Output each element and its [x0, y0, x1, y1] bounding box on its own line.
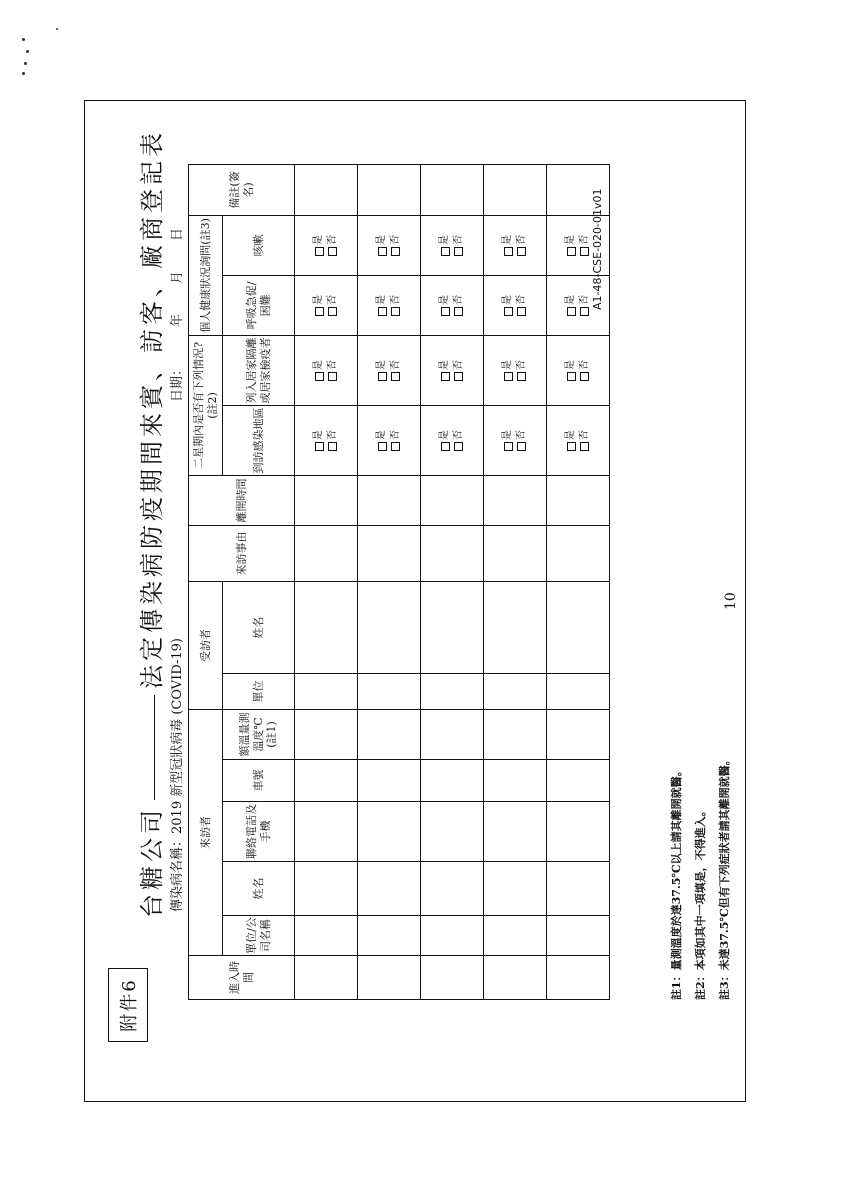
checkbox-label: 是	[376, 234, 387, 245]
entry-cell[interactable]	[421, 164, 484, 215]
checkbox-label: 是	[439, 294, 450, 305]
checkbox-label: 否	[452, 429, 464, 440]
entry-cell[interactable]	[421, 525, 484, 581]
entry-cell[interactable]	[547, 916, 610, 956]
checkbox-label: 是	[313, 294, 324, 305]
checkbox-no[interactable]	[327, 295, 340, 316]
yes-no-checkboxes	[313, 407, 339, 474]
entry-cell[interactable]	[484, 709, 547, 759]
checkbox-label: 是	[565, 429, 576, 440]
checkbox-no[interactable]	[453, 430, 466, 451]
entry-cell[interactable]	[547, 673, 610, 709]
yes-no-checkboxes	[439, 217, 465, 274]
yes-no-checkboxes	[376, 337, 402, 404]
disease-name: 傳染病名稱：2019 新型冠狀病毒 (COVID-19)	[170, 638, 185, 912]
checkbox-label: 否	[326, 429, 338, 440]
header-host-unit: 單位	[223, 673, 295, 709]
yes-no-checkboxes	[565, 337, 591, 404]
entry-cell[interactable]	[295, 581, 358, 673]
yes-no-checkboxes	[502, 337, 528, 404]
checkbox-yes[interactable]	[502, 295, 515, 316]
yes-no-checkboxes	[376, 217, 402, 274]
entry-cell[interactable]	[358, 673, 421, 709]
checkbox-square-icon[interactable]	[315, 247, 324, 256]
checkbox-square-icon[interactable]	[441, 442, 450, 451]
header-exposure-area: 到訪感染地區	[223, 405, 295, 475]
checkbox-square-icon[interactable]	[580, 442, 589, 451]
document-code: A1-48-CSE-020-01v01	[591, 188, 604, 310]
checkbox-square-icon[interactable]	[454, 247, 463, 256]
checkbox-yes[interactable]	[565, 430, 578, 451]
yes-no-cell[interactable]	[295, 215, 358, 275]
entry-cell[interactable]	[358, 709, 421, 759]
yes-no-checkboxes	[502, 407, 528, 474]
form-title	[132, 129, 167, 918]
checkbox-square-icon[interactable]	[328, 372, 337, 381]
checkbox-yes[interactable]	[439, 430, 452, 451]
entry-cell[interactable]	[295, 709, 358, 759]
checkbox-square-icon[interactable]	[504, 307, 513, 316]
checkbox-no[interactable]	[516, 430, 529, 451]
checkbox-label: 是	[313, 234, 324, 245]
header-visitor-phone: 聯絡電話及手機	[223, 802, 295, 862]
checkbox-square-icon[interactable]	[517, 247, 526, 256]
checkbox-square-icon[interactable]	[517, 442, 526, 451]
checkbox-no[interactable]	[579, 430, 592, 451]
yes-no-cell[interactable]	[295, 405, 358, 475]
entry-cell[interactable]	[484, 760, 547, 802]
registration-table	[188, 164, 610, 1000]
table-row	[484, 164, 547, 999]
scan-speck	[22, 72, 25, 75]
footnote-2: 註2：本項如其中一項填是，不得進入。	[694, 805, 707, 1000]
yes-no-cell[interactable]	[421, 405, 484, 475]
entry-cell[interactable]	[547, 862, 610, 916]
header-health-group: 個人健康狀況詢問(註3)	[189, 215, 223, 335]
checkbox-yes[interactable]	[502, 235, 515, 256]
entry-cell[interactable]	[421, 862, 484, 916]
yes-no-checkboxes	[439, 337, 465, 404]
yes-no-checkboxes	[439, 407, 465, 474]
entry-cell[interactable]	[547, 581, 610, 673]
entry-cell[interactable]	[421, 673, 484, 709]
entry-cell[interactable]	[358, 581, 421, 673]
yes-no-checkboxes	[502, 277, 528, 334]
entry-cell[interactable]	[484, 164, 547, 215]
yes-no-cell[interactable]	[358, 275, 421, 335]
entry-cell[interactable]	[484, 802, 547, 862]
entry-cell[interactable]	[484, 581, 547, 673]
entry-cell[interactable]	[295, 475, 358, 525]
checkbox-square-icon[interactable]	[504, 247, 513, 256]
checkbox-no[interactable]	[327, 235, 340, 256]
entry-cell[interactable]	[358, 475, 421, 525]
entry-cell[interactable]	[484, 956, 547, 1000]
entry-cell[interactable]	[484, 673, 547, 709]
checkbox-square-icon[interactable]	[378, 247, 387, 256]
entry-cell[interactable]	[358, 525, 421, 581]
checkbox-label: 否	[515, 429, 527, 440]
checkbox-yes[interactable]	[313, 430, 326, 451]
checkbox-label: 否	[578, 294, 590, 305]
yes-no-cell[interactable]	[484, 215, 547, 275]
entry-cell[interactable]	[295, 164, 358, 215]
yes-no-checkboxes	[565, 217, 591, 274]
checkbox-label: 是	[565, 294, 576, 305]
checkbox-no[interactable]	[579, 360, 592, 381]
entry-cell[interactable]	[295, 673, 358, 709]
checkbox-square-icon[interactable]	[567, 442, 576, 451]
entry-cell[interactable]	[295, 862, 358, 916]
checkbox-no[interactable]	[453, 360, 466, 381]
entry-cell[interactable]	[421, 709, 484, 759]
date-label: 日期：	[170, 362, 185, 402]
checkbox-label: 是	[439, 234, 450, 245]
checkbox-label: 是	[376, 429, 387, 440]
entry-cell[interactable]	[421, 760, 484, 802]
checkbox-label: 否	[452, 359, 464, 370]
yes-no-cell[interactable]	[421, 275, 484, 335]
checkbox-square-icon[interactable]	[580, 372, 589, 381]
checkbox-square-icon[interactable]	[315, 307, 324, 316]
checkbox-no[interactable]	[516, 295, 529, 316]
checkbox-yes[interactable]	[376, 235, 389, 256]
checkbox-square-icon[interactable]	[315, 372, 324, 381]
scan-speck	[24, 62, 27, 65]
entry-cell[interactable]	[484, 862, 547, 916]
checkbox-square-icon[interactable]	[517, 307, 526, 316]
entry-cell[interactable]	[421, 581, 484, 673]
checkbox-square-icon[interactable]	[391, 247, 400, 256]
checkbox-square-icon[interactable]	[391, 442, 400, 451]
entry-cell[interactable]	[547, 525, 610, 581]
yes-no-checkboxes	[565, 407, 591, 474]
table-row	[421, 164, 484, 999]
entry-cell[interactable]	[421, 802, 484, 862]
yes-no-checkboxes	[502, 217, 528, 274]
checkbox-yes[interactable]	[565, 235, 578, 256]
date-field	[166, 228, 185, 402]
checkbox-label: 否	[578, 429, 590, 440]
yes-no-cell[interactable]	[421, 335, 484, 405]
yes-no-cell[interactable]	[358, 215, 421, 275]
checkbox-square-icon[interactable]	[391, 307, 400, 316]
page-number: 10	[723, 592, 739, 610]
entry-cell[interactable]	[295, 956, 358, 1000]
checkbox-yes[interactable]	[376, 430, 389, 451]
yes-no-cell[interactable]	[547, 335, 610, 405]
checkbox-label: 否	[389, 294, 401, 305]
entry-cell[interactable]	[358, 956, 421, 1000]
checkbox-yes[interactable]	[502, 430, 515, 451]
checkbox-label: 是	[376, 359, 387, 370]
checkbox-label: 否	[389, 429, 401, 440]
yes-no-checkboxes	[313, 337, 339, 404]
footnote-3: 註3：未達37.5℃但有下列症狀者請其離開就醫。	[718, 754, 731, 1000]
header-visitor-name: 姓名	[223, 862, 295, 916]
scan-speck	[56, 28, 58, 30]
checkbox-square-icon[interactable]	[580, 247, 589, 256]
checkbox-label: 否	[452, 294, 464, 305]
checkbox-label: 否	[515, 294, 527, 305]
checkbox-yes[interactable]	[313, 295, 326, 316]
entry-cell[interactable]	[547, 956, 610, 1000]
date-day: 日	[170, 227, 185, 241]
checkbox-square-icon[interactable]	[580, 307, 589, 316]
checkbox-label: 否	[326, 359, 338, 370]
header-visitor-plate: 車號	[223, 760, 295, 802]
header-exposure-isolation: 列入居家隔離或居家檢疫者	[223, 335, 295, 405]
rotated-form	[86, 102, 746, 1100]
yes-no-checkboxes	[565, 277, 591, 334]
form-title-main: 法定傳染病防疫期間來賓、訪客、廠商登記表	[138, 129, 166, 689]
checkbox-label: 是	[502, 429, 513, 440]
yes-no-cell[interactable]	[421, 215, 484, 275]
header-visitor-group: 來訪者	[189, 709, 223, 955]
checkbox-square-icon[interactable]	[441, 372, 450, 381]
entry-cell[interactable]	[421, 956, 484, 1000]
checkbox-no[interactable]	[516, 235, 529, 256]
checkbox-label: 否	[389, 234, 401, 245]
checkbox-square-icon[interactable]	[378, 372, 387, 381]
checkbox-square-icon[interactable]	[517, 372, 526, 381]
checkbox-square-icon[interactable]	[454, 372, 463, 381]
checkbox-no[interactable]	[390, 295, 403, 316]
checkbox-no[interactable]	[453, 295, 466, 316]
entry-cell[interactable]	[358, 802, 421, 862]
yes-no-cell[interactable]	[295, 275, 358, 335]
date-year: 年	[170, 313, 185, 327]
checkbox-square-icon[interactable]	[567, 247, 576, 256]
checkbox-label: 否	[515, 234, 527, 245]
entry-cell[interactable]	[484, 475, 547, 525]
yes-no-cell[interactable]	[484, 335, 547, 405]
checkbox-yes[interactable]	[376, 295, 389, 316]
checkbox-square-icon[interactable]	[391, 372, 400, 381]
checkbox-square-icon[interactable]	[504, 442, 513, 451]
checkbox-yes[interactable]	[439, 360, 452, 381]
checkbox-no[interactable]	[390, 360, 403, 381]
checkbox-label: 是	[565, 359, 576, 370]
checkbox-label: 是	[439, 429, 450, 440]
header-exposure-group: 二星期內是否有下列情況?(註2)	[189, 335, 223, 475]
checkbox-label: 是	[376, 294, 387, 305]
checkbox-no[interactable]	[579, 295, 592, 316]
checkbox-label: 是	[439, 359, 450, 370]
yes-no-checkboxes	[376, 407, 402, 474]
entry-cell[interactable]	[547, 802, 610, 862]
checkbox-label: 否	[389, 359, 401, 370]
entry-cell[interactable]	[547, 475, 610, 525]
yes-no-checkboxes	[376, 277, 402, 334]
yes-no-cell[interactable]	[484, 405, 547, 475]
checkbox-no[interactable]	[390, 430, 403, 451]
yes-no-cell[interactable]	[484, 275, 547, 335]
header-remark: 備註(簽名)	[189, 164, 295, 215]
header-host-name: 姓名	[223, 581, 295, 673]
checkbox-no[interactable]	[453, 235, 466, 256]
checkbox-yes[interactable]	[565, 360, 578, 381]
header-health-breath: 呼吸急促/困難	[223, 275, 295, 335]
entry-cell[interactable]	[484, 916, 547, 956]
checkbox-yes[interactable]	[439, 295, 452, 316]
header-visitor-unit: 單位/公司名稱	[223, 916, 295, 956]
checkbox-yes[interactable]	[313, 360, 326, 381]
checkbox-square-icon[interactable]	[567, 307, 576, 316]
entry-cell[interactable]	[358, 164, 421, 215]
checkbox-label: 否	[578, 234, 590, 245]
yes-no-cell[interactable]	[547, 405, 610, 475]
yes-no-checkboxes	[313, 217, 339, 274]
checkbox-square-icon[interactable]	[454, 442, 463, 451]
checkbox-label: 否	[326, 294, 338, 305]
company-name: 台糖公司	[138, 806, 166, 918]
table-row	[295, 164, 358, 999]
checkbox-label: 否	[515, 359, 527, 370]
header-visitor-temp: 額溫量測溫度℃(註1)	[223, 709, 295, 759]
checkbox-square-icon[interactable]	[328, 247, 337, 256]
entry-cell[interactable]	[295, 760, 358, 802]
checkbox-no[interactable]	[327, 360, 340, 381]
entry-cell[interactable]	[295, 916, 358, 956]
header-purpose: 來訪事由	[189, 525, 295, 581]
checkbox-square-icon[interactable]	[441, 247, 450, 256]
checkbox-square-icon[interactable]	[378, 307, 387, 316]
header-entry-time: 進入時間	[189, 956, 295, 1000]
annex-label: 附件6	[108, 968, 148, 1042]
header-host-group: 受訪者	[189, 581, 223, 709]
checkbox-label: 是	[502, 234, 513, 245]
entry-cell[interactable]	[358, 760, 421, 802]
yes-no-cell[interactable]	[295, 335, 358, 405]
checkbox-square-icon[interactable]	[328, 307, 337, 316]
entry-cell[interactable]	[295, 802, 358, 862]
entry-cell[interactable]	[358, 916, 421, 956]
yes-no-checkboxes	[439, 277, 465, 334]
header-health-cough: 咳嗽	[223, 215, 295, 275]
table-row	[358, 164, 421, 999]
checkbox-label: 是	[313, 359, 324, 370]
yes-no-cell[interactable]	[358, 335, 421, 405]
checkbox-no[interactable]	[579, 235, 592, 256]
checkbox-square-icon[interactable]	[328, 442, 337, 451]
entry-cell[interactable]	[295, 525, 358, 581]
date-month: 月	[170, 270, 185, 284]
checkbox-label: 是	[313, 429, 324, 440]
checkbox-yes[interactable]	[376, 360, 389, 381]
entry-cell[interactable]	[421, 916, 484, 956]
checkbox-label: 是	[565, 234, 576, 245]
footnote-1: 註1：量測溫度於達37.5℃以上請其離開就醫。	[670, 765, 683, 1000]
checkbox-no[interactable]	[516, 360, 529, 381]
checkbox-yes[interactable]	[439, 235, 452, 256]
checkbox-square-icon[interactable]	[454, 307, 463, 316]
checkbox-yes[interactable]	[313, 235, 326, 256]
checkbox-square-icon[interactable]	[378, 442, 387, 451]
checkbox-no[interactable]	[390, 235, 403, 256]
checkbox-yes[interactable]	[502, 360, 515, 381]
header-leave-time: 離開時間	[189, 475, 295, 525]
checkbox-square-icon[interactable]	[441, 307, 450, 316]
checkbox-square-icon[interactable]	[567, 372, 576, 381]
scan-speck	[22, 38, 25, 41]
entry-cell[interactable]	[547, 760, 610, 802]
checkbox-no[interactable]	[327, 430, 340, 451]
entry-cell[interactable]	[421, 475, 484, 525]
table-body	[295, 164, 610, 999]
checkbox-label: 否	[326, 234, 338, 245]
yes-no-checkboxes	[313, 277, 339, 334]
checkbox-label: 是	[502, 359, 513, 370]
entry-cell[interactable]	[358, 862, 421, 916]
entry-cell[interactable]	[547, 709, 610, 759]
checkbox-yes[interactable]	[565, 295, 578, 316]
checkbox-label: 否	[578, 359, 590, 370]
checkbox-square-icon[interactable]	[504, 372, 513, 381]
checkbox-label: 否	[452, 234, 464, 245]
checkbox-square-icon[interactable]	[315, 442, 324, 451]
entry-cell[interactable]	[484, 525, 547, 581]
checkbox-label: 是	[502, 294, 513, 305]
scan-speck	[26, 50, 29, 53]
yes-no-cell[interactable]	[358, 405, 421, 475]
